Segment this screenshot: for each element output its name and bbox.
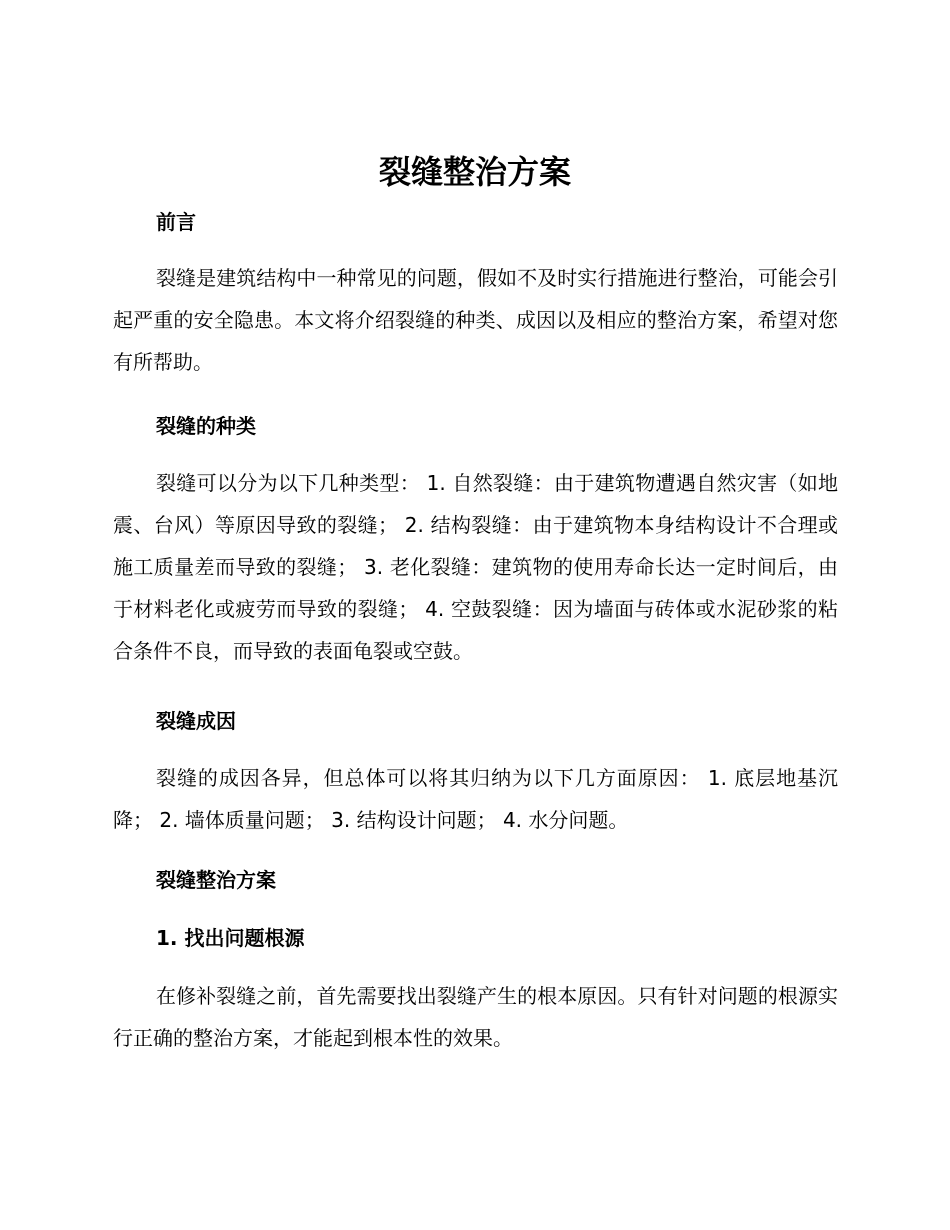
section-heading-types: 裂缝的种类 (156, 414, 256, 438)
section-heading-causes: 裂缝成因 (156, 709, 236, 733)
section-heading-remedy: 裂缝整治方案 (156, 868, 276, 892)
paragraph-preface: 裂缝是建筑结构中一种常见的问题，假如不及时实行措施进行整治，可能会引起严重的安全隐患。本文将介绍裂缝的种类、成因以及相应的整治方案，希望对您有所帮助。 (113, 266, 838, 374)
section-heading-preface: 前言 (156, 210, 196, 234)
subsection-heading-step1: 1. 找出问题根源 (156, 926, 305, 950)
paragraph-step1: 在修补裂缝之前，首先需要找出裂缝产生的根本原因。只有针对问题的根源实行正确的整治方案，才能起到根本性的效果。 (113, 984, 838, 1050)
paragraph-causes: 裂缝的成因各异，但总体可以将其归纳为以下几方面原因： 1. 底层地基沉降； 2. 墙体质量问题； 3. 结构设计问题； 4. 水分问题。 (113, 766, 838, 832)
paragraph-types: 裂缝可以分为以下几种类型： 1. 自然裂缝：由于建筑物遭遇自然灾害（如地震、台风）等原因导致的裂缝； 2. 结构裂缝：由于建筑物本身结构设计不合理或施工质量差而导致的裂缝； 3. 老化裂缝：建筑物的使用寿命长达一定时间后，由于材料老化或疲劳而导致的裂缝； 4. 空鼓裂缝：因为墙面与砖体或水泥砂浆的粘合条件不良，而导致的表面龟裂或空鼓。 (113, 471, 838, 663)
document-title: 裂缝整治方案 (378, 153, 571, 191)
